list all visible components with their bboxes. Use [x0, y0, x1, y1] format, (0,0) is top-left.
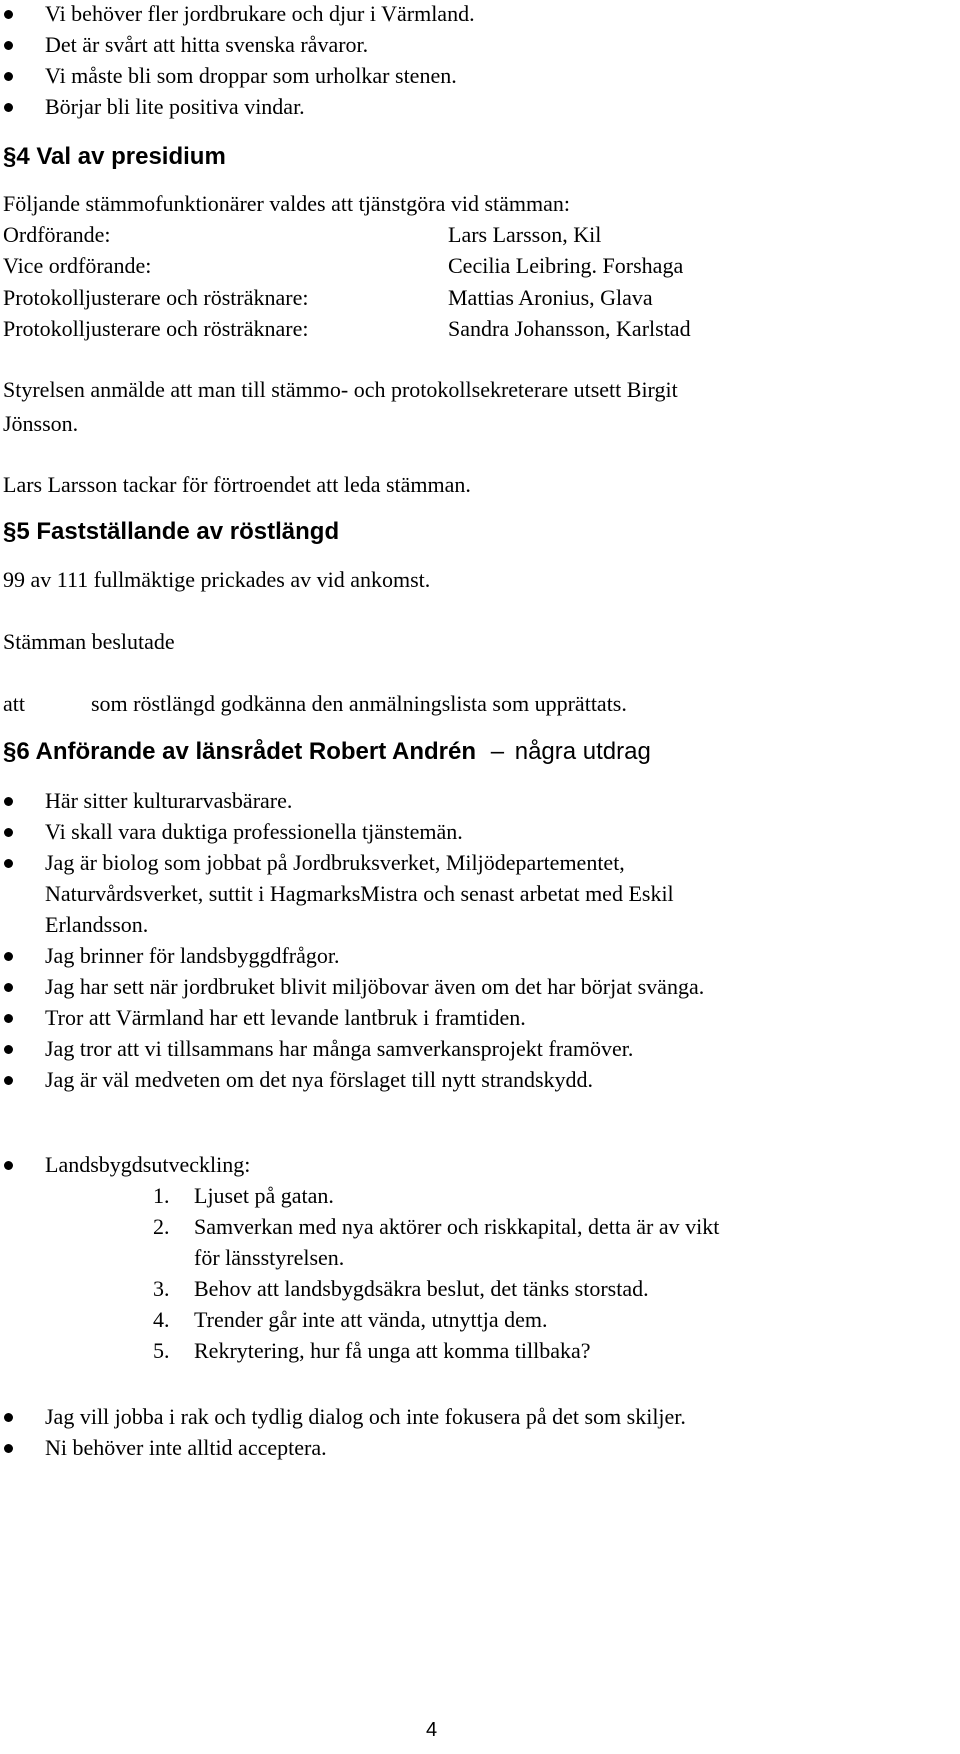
list-item-text: Jag har sett när jordbruket blivit miljöbovar även om det har börjat svänga.	[45, 974, 705, 999]
numbered-item-text: Trender går inte att vända, utnyttja dem.	[194, 1307, 548, 1332]
section-6-subtitle: några utdrag	[514, 738, 651, 765]
section-6-heading	[3, 738, 651, 766]
list-number: 3.	[153, 1276, 170, 1301]
section-5-decision: som röstlängd godkänna den anmälningslista som upprättats.	[91, 691, 627, 716]
role-label: Protokolljusterare och rösträknare:	[3, 285, 309, 310]
section-6-title: 6 Anförande av länsrådet Robert Andrén	[16, 738, 477, 765]
role-name: Sandra Johansson, Karlstad	[448, 316, 691, 341]
list-item-text: Börjar bli lite positiva vindar.	[45, 94, 305, 119]
numbered-item-text: Ljuset på gatan.	[194, 1183, 334, 1208]
list-item-text: Jag är biolog som jobbat på Jordbruksverket, Miljödepartementet,	[45, 850, 625, 875]
section-4-paragraph-line-1: Styrelsen anmälde att man till stämmo- och protokollsekreterare utsett Birgit	[3, 377, 678, 402]
section-5-att: att	[3, 691, 25, 716]
list-number: 1.	[153, 1183, 170, 1208]
bullet-icon	[4, 1014, 13, 1023]
list-item-text: Vi skall vara duktiga professionella tjänstemän.	[45, 819, 463, 844]
section-5-line-1: 99 av 111 fullmäktige prickades av vid ankomst.	[3, 567, 431, 592]
list-item-text: Här sitter kulturarvasbärare.	[45, 788, 293, 813]
list-item-text: Jag vill jobba i rak och tydlig dialog och inte fokusera på det som skiljer.	[45, 1404, 686, 1429]
section-5-title: 5 Fastställande av röstlängd	[16, 518, 340, 545]
bullet-icon	[4, 1076, 13, 1085]
section-4-intro: Följande stämmofunktionärer valdes att tjänstgöra vid stämman:	[3, 191, 570, 216]
section-sign: §	[3, 518, 17, 545]
section-sign: §	[3, 738, 17, 765]
bullet-icon	[4, 1045, 13, 1054]
role-name: Lars Larsson, Kil	[448, 222, 602, 247]
section-4-title: 4 Val av presidium	[16, 143, 226, 170]
section-6-dash: –	[490, 738, 505, 765]
bullet-icon	[4, 10, 13, 19]
role-label: Ordförande:	[3, 222, 111, 247]
section-5-heading	[3, 518, 339, 546]
bullet-icon	[4, 859, 13, 868]
numbered-item-text: Rekrytering, hur få unga att komma tillbaka?	[194, 1338, 591, 1363]
list-item	[0, 1151, 960, 1179]
landsbygd-label: Landsbygdsutveckling:	[45, 1152, 251, 1177]
list-number: 2.	[153, 1214, 170, 1239]
list-item-text: Jag är väl medveten om det nya förslaget till nytt strandskydd.	[45, 1067, 594, 1092]
section-4-paragraph-line-2: Jönsson.	[3, 411, 79, 436]
section-5-line-2: Stämman beslutade	[3, 629, 175, 654]
list-item-text: Erlandsson.	[45, 912, 149, 937]
bullet-icon	[4, 1444, 13, 1453]
role-label: Vice ordförande:	[3, 253, 152, 278]
bullet-icon	[4, 72, 13, 81]
numbered-item-text: Samverkan med nya aktörer och riskkapital, detta är av vikt	[194, 1214, 720, 1239]
bullet-icon	[4, 952, 13, 961]
numbered-item-text: Behov att landsbygdsäkra beslut, det tänks storstad.	[194, 1276, 649, 1301]
bullet-icon	[4, 41, 13, 50]
list-number: 4.	[153, 1307, 170, 1332]
section-4-heading	[3, 143, 226, 171]
list-item-text: Vi måste bli som droppar som urholkar stenen.	[45, 63, 457, 88]
list-item-text: Naturvårdsverket, suttit i HagmarksMistra och senast arbetat med Eskil	[45, 881, 674, 906]
list-item-text: Vi behöver fler jordbrukare och djur i Värmland.	[45, 1, 475, 26]
list-item-text: Tror att Värmland har ett levande lantbruk i framtiden.	[45, 1005, 526, 1030]
role-name: Mattias Aronius, Glava	[448, 285, 653, 310]
list-item-text: Jag tror att vi tillsammans har många samverkansprojekt framöver.	[45, 1036, 634, 1061]
bullet-icon	[4, 983, 13, 992]
section-sign: §	[3, 143, 17, 170]
list-item-text: Det är svårt att hitta svenska råvaror.	[45, 32, 369, 57]
bullet-icon	[4, 1413, 13, 1422]
bullet-icon	[4, 1161, 13, 1170]
list-item-text: Ni behöver inte alltid acceptera.	[45, 1435, 327, 1460]
section-4-paragraph-2: Lars Larsson tackar för förtroendet att leda stämman.	[3, 472, 471, 497]
numbered-item-text: för länsstyrelsen.	[194, 1245, 345, 1270]
bullet-icon	[4, 797, 13, 806]
bullet-icon	[4, 828, 13, 837]
role-name: Cecilia Leibring. Forshaga	[448, 253, 684, 278]
role-label: Protokolljusterare och rösträknare:	[3, 316, 309, 341]
list-number: 5.	[153, 1338, 170, 1363]
bullet-icon	[4, 103, 13, 112]
list-item-text: Jag brinner för landsbyggdfrågor.	[45, 943, 340, 968]
page-number: 4	[426, 1719, 438, 1741]
